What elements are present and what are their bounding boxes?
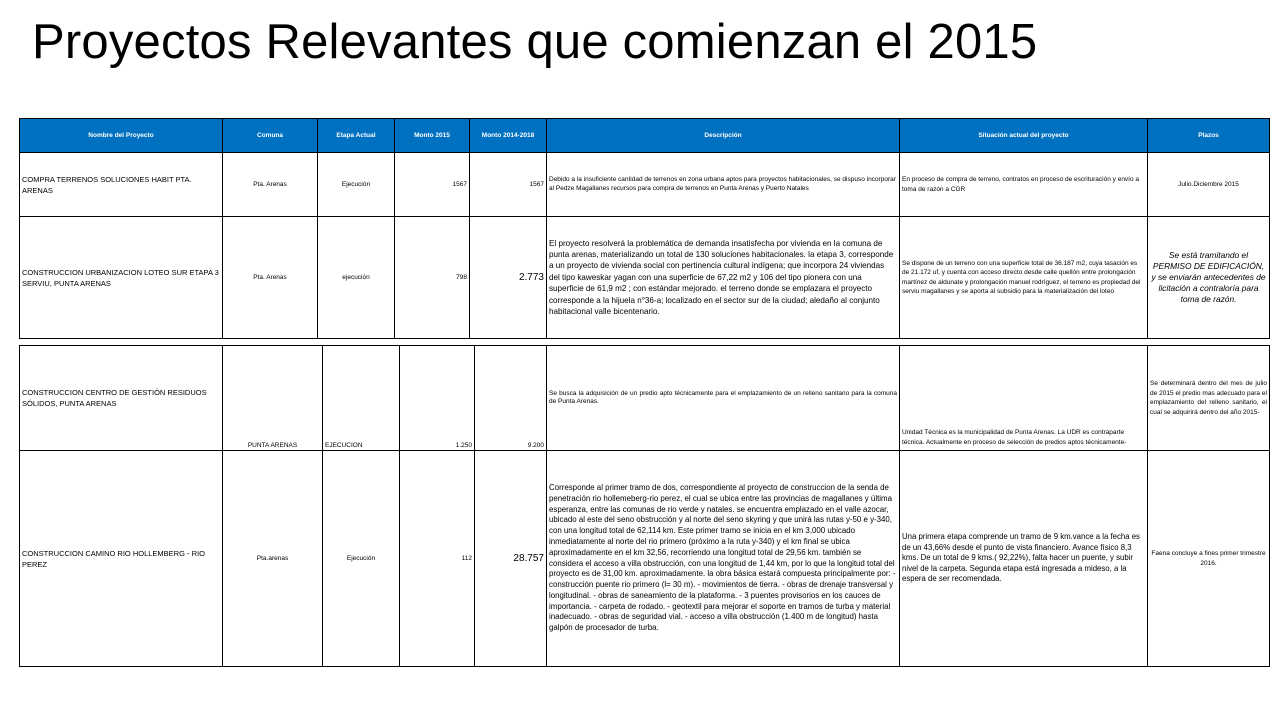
cell-monto-2015: 1567 xyxy=(395,153,470,217)
cell-nombre: CONSTRUCCION CAMINO RIO HOLLEMBERG - RIO PEREZ xyxy=(20,451,223,667)
cell-monto-2015: 1.250 xyxy=(400,346,475,451)
cell-plazos: Se determinará dentro del mes de julio de 2015 el predio mas adecuado para el emplazamiento del relleno sanitario, el cual se adquirirá dentro del año 2015- xyxy=(1148,346,1270,451)
table-row xyxy=(20,153,1270,217)
cell-situacion: En proceso de compra de terreno, contratos en proceso de escrituración y envío a toma de razón a CGR xyxy=(900,153,1148,217)
cell-situacion: Una primera etapa comprende un tramo de 9 km.vance a la fecha es de un 43,66% desde el punto de vista financiero. Avance físico 8,3 kms. De un total de 9 kms.( 92,22%), falta hacer un puente, y subir nivel de la carpeta. Segunda etapa está ingresada a mideso, a la espera de ser recomendada. xyxy=(900,451,1148,667)
cell-monto-2015: 798 xyxy=(395,217,470,339)
cell-nombre: COMPRA TERRENOS SOLUCIONES HABIT PTA. ARENAS xyxy=(20,153,223,217)
cell-nombre: CONSTRUCCION URBANIZACION LOTEO SUR ETAPA 3 SERVIU, PUNTA ARENAS xyxy=(20,217,223,339)
cell-monto-2014-2018: 1567 xyxy=(470,153,547,217)
cell-descripcion: El proyecto resolverá la problemática de demanda insatisfecha por vivienda en la comuna de punta arenas, materializando un total de 130 soluciones habitacionales. la etapa 3, corresponde a un proyecto de vivienda social con pertinencia cultural indígena; que incorpora 24 viviendas del tipo kaweskar yagan con una superficie de 67,22 m2 y 106 del tipo pionera con una superficie de 61,9 m2 ; con estándar mejorado. el terreno donde se emplazara el proyecto corresponde a la hijuela n°36-a; localizado en el sector sur de la ciudad; aledaño al conjunto habitacional valle bicentenario. xyxy=(547,217,900,339)
cell-monto-2015: 112 xyxy=(400,451,475,667)
cell-comuna: PUNTA ARENAS xyxy=(223,346,323,451)
header-descripcion: Descripción xyxy=(547,119,900,153)
header-situacion: Situación actual del proyecto xyxy=(900,119,1148,153)
page-title: Proyectos Relevantes que comienzan el 2015 xyxy=(32,15,1038,69)
cell-plazos: Faena concluye a fines primer trimestre 2016. xyxy=(1148,451,1270,667)
cell-comuna: Pta.arenas xyxy=(223,451,323,667)
header-nombre: Nombre del Proyecto xyxy=(20,119,223,153)
cell-monto-2014-2018: 28.757 xyxy=(475,451,547,667)
cell-comuna: Pta. Arenas xyxy=(223,217,318,339)
cell-descripcion: Se busca la adquisición de un predio apto técnicamente para el emplazamiento de un relleno sanitario para la comuna de Punta Arenas. xyxy=(547,346,900,451)
cell-etapa: Ejecución xyxy=(318,153,395,217)
cell-etapa: Ejecución xyxy=(323,451,400,667)
cell-situacion: Se dispone de un terreno con una superficie total de 36.187 m2, cuya tasación es de 21.172 uf, y cuenta con acceso directo desde calle quellón entre prolongación martínez de aldunate y prolongación manuel rodríguez, el terreno es propiedad del serviu magallanes y se aporta al subsidio para la materialización del loteo xyxy=(900,217,1148,339)
header-monto-2015: Monto 2015 xyxy=(395,119,470,153)
header-comuna: Comuna xyxy=(223,119,318,153)
table-header-row xyxy=(20,119,1270,153)
table-row xyxy=(20,451,1270,667)
cell-nombre: CONSTRUCCION CENTRO DE GESTIÓN RESIDUOS SÓLIDOS, PUNTA ARENAS xyxy=(20,346,223,451)
cell-etapa: EJECUCION xyxy=(323,346,400,451)
header-plazos: Plazos xyxy=(1148,119,1270,153)
table-row xyxy=(20,217,1270,339)
header-monto-2014-2018: Monto 2014-2018 xyxy=(470,119,547,153)
cell-situacion: Unidad Técnica es la municipalidad de Punta Arenas. La UDR es contraparte técnica. Actualmente en proceso de selección de predios aptos técnicamente- xyxy=(900,346,1148,451)
cell-descripcion: Corresponde al primer tramo de dos, correspondiente al proyecto de construccion de la senda de penetración rio hollemeberg-rio perez, el cual se ubica entre las provincias de magallanes y última esperanza, entre las comunas de rio verde y natales. se encuentra emplazado en el valle azocar, ubicado al este del seno obstrucción y al norte del seno skyring y que unirá las rutas y-50 e y-340, con una longitud total de 62,114 km. Este primer tramo se inicia en el km 3,000 ubicado inmediatamente al norte del rio primero (próximo a la ruta y-340) y el km final se ubica aproximadamente en el km 32,56, recorriendo una longitud total de 29,56 km. también se considera el acceso a villa obstrucción, con una longitud de 1,44 km, por lo que la longitud total del proyecto es de 31,00 km. aproximadamente. la obra básica estará compuesta principalmente por: - construcción puente rio primero (l= 30 m). - movimientos de tierra. - obras de drenaje transversal y longitudinal. - obras de saneamiento de la plataforma. - 3 puentes provisorios en los cauces de importancia. - carpeta de rodado. - geotextil para mejorar el soporte en tramos de turba y material inadecuado. - obras de seguridad vial. - acceso a villa obstrucción (1.400 m de longitud) hasta galpón de procesador de turba. xyxy=(547,451,900,667)
cell-plazos: Julio.Diciembre 2015 xyxy=(1148,153,1270,217)
cell-comuna: Pta. Arenas xyxy=(223,153,318,217)
projects-table-continued xyxy=(19,345,1270,667)
cell-plazos: Se está tramitando el PERMISO DE EDIFICACIÓN, y se enviarán antecedentes de licitación a contraloría para toma de razón. xyxy=(1148,217,1270,339)
cell-etapa: ejecución xyxy=(318,217,395,339)
projects-table xyxy=(19,118,1270,339)
cell-monto-2014-2018: 9.200 xyxy=(475,346,547,451)
table-row xyxy=(20,346,1270,451)
header-etapa: Etapa Actual xyxy=(318,119,395,153)
cell-monto-2014-2018: 2.773 xyxy=(470,217,547,339)
cell-descripcion: Debido a la insuficiente cantidad de terrenos en zona urbana aptos para proyectos habitacionales, se dispuso incorporar al Pedze Magallanes recursos para compra de terrenos en Punta Arenas y Puerto Natales xyxy=(547,153,900,217)
